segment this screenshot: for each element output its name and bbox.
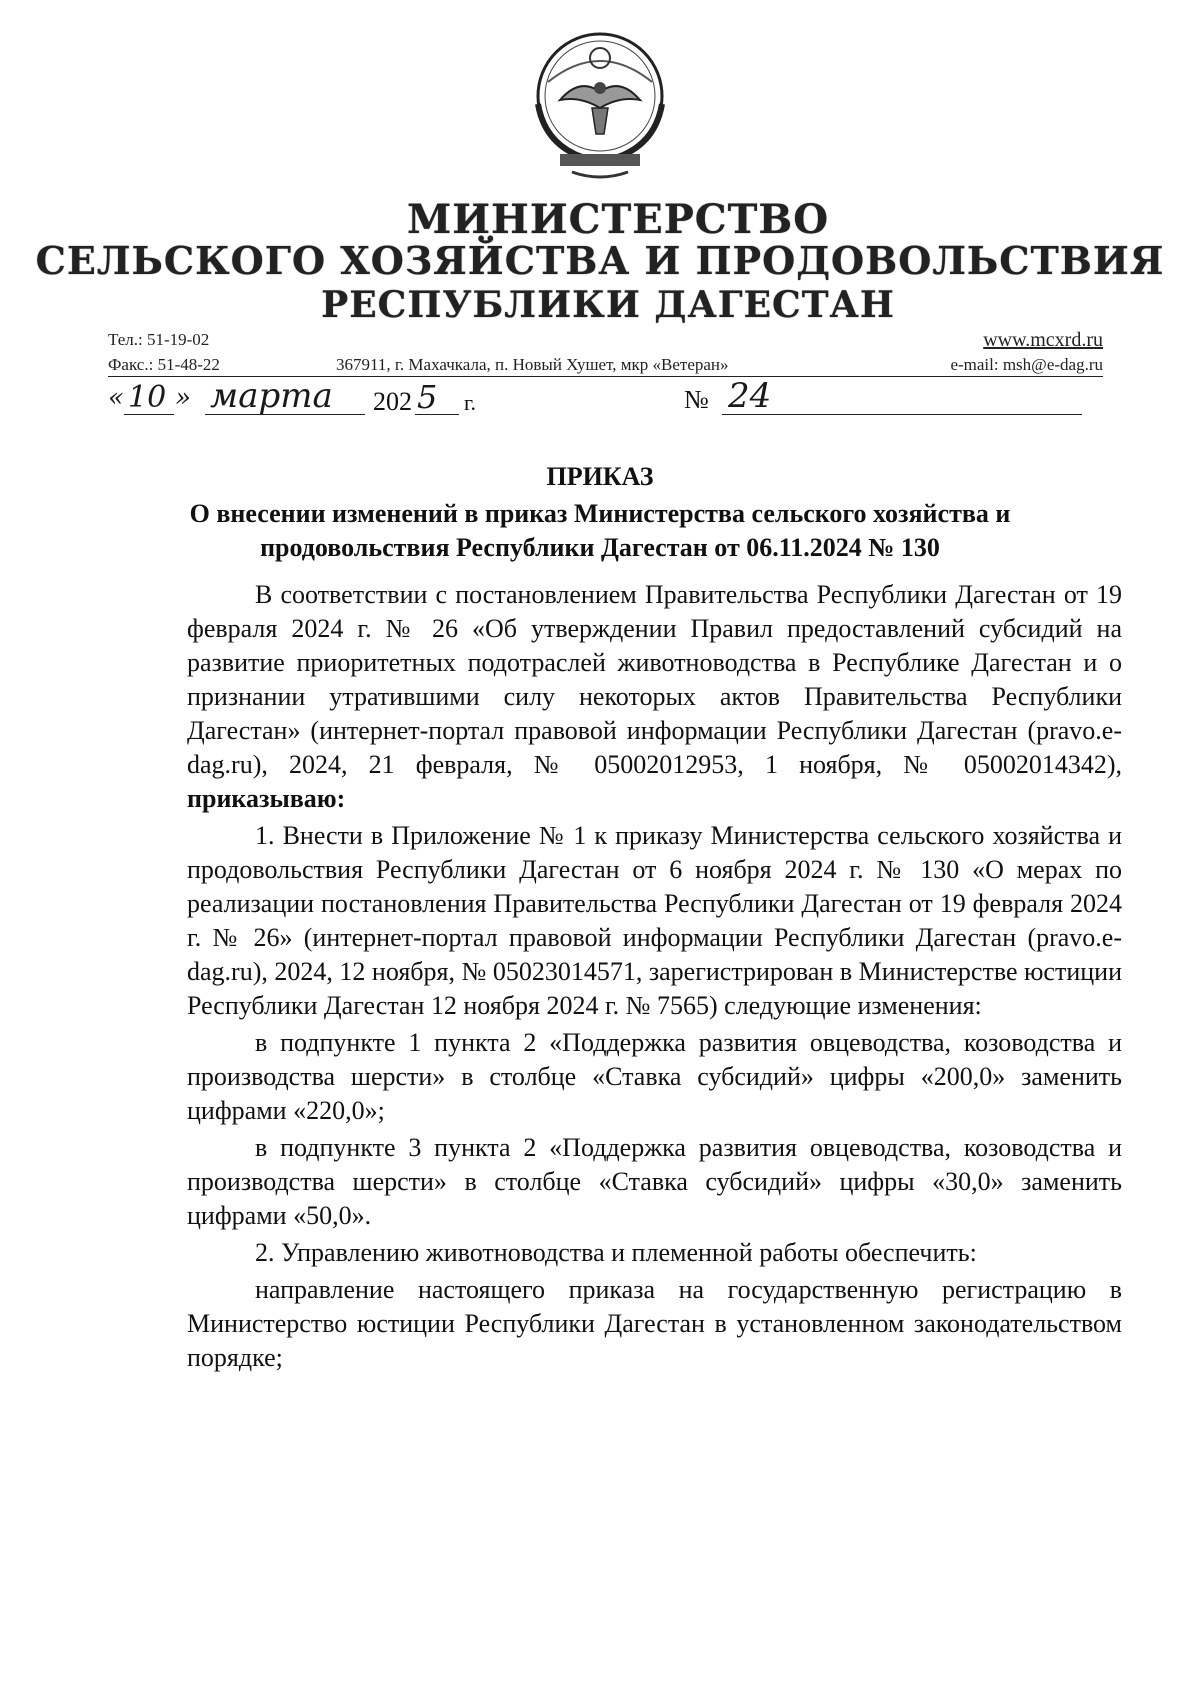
subject-line-1: О внесении изменений в приказ Министерства сельского хозяйства и [189, 499, 1011, 528]
coat-of-arms-emblem [520, 22, 680, 182]
phone-number: Тел.: 51-19-02 [108, 330, 210, 349]
year-underline [415, 414, 459, 415]
order-month: марта [210, 376, 333, 416]
order-verb: приказываю: [187, 784, 346, 813]
item-1-paragraph: 1. Внести в Приложение № 1 к приказу Министерства сельского хозяйства и продовольствия Республики Дагестан от 6 ноября 2024 г. № 130 «О мерах по реализации постановления Правительства Республики Дагестан от 19 февраля 2024 г. № 26» (интернет-портал правовой информации Республики Дагестан (pravo.e-dag.ru), 2024, 12 ноября, № 05023014571, зарегистрирован в Министерстве юстиции Республики Дагестан 12 ноября 2024 г. № 7565) следующие изменения: [187, 821, 1122, 1020]
ministry-name-line-2: СЕЛЬСКОГО ХОЗЯЙСТВА И ПРОДОВОЛЬСТВИЯ [35, 238, 1165, 283]
doc-type-heading: ПРИКАЗ [546, 462, 654, 491]
website-link[interactable]: www.mcxrd.ru [983, 329, 1103, 351]
order-number-label: № [684, 385, 709, 414]
subject-line-2: продовольствия Республики Дагестан от 06.11.2024 № 130 [260, 533, 940, 562]
item-2-instruction-paragraph: направление настоящего приказа на государственную регистрацию в Министерство юстиции Республики Дагестан в установленном законодательством порядке; [187, 1275, 1122, 1372]
document-body [187, 578, 1122, 1378]
email-address: e-mail: msh@e-dag.ru [950, 355, 1103, 374]
day-underline [124, 414, 174, 415]
year-suffix: 5 [417, 378, 438, 416]
year-abbrev: г. [464, 390, 477, 415]
item-2-paragraph: 2. Управлению животноводства и племенной работы обеспечить: [255, 1238, 977, 1267]
postal-address: 367911, г. Махачкала, п. Новый Хушет, мкр «Ветеран» [336, 355, 729, 374]
order-day: 10 [128, 380, 167, 415]
month-underline [205, 414, 365, 415]
preamble-text: В соответствии с постановлением Правительства Республики Дагестан от 19 февраля 2024 г. № 26 «Об утверждении Правил предоставлений субсидий на развитие приоритетных подотраслей животноводства в Республике Дагестан и о признании утратившими силу некоторых актов Правительства Республики Дагестан» (интернет-портал правовой информации Республики Дагестан (pravo.e-dag.ru), 2024, 21 февраля, № 05002012953, 1 ноября, № 05002014342), [187, 580, 1122, 779]
date-open-quote: « [108, 383, 124, 413]
number-underline [722, 414, 1082, 415]
fax-number: Факс.: 51-48-22 [108, 355, 220, 374]
preamble-paragraph [187, 578, 1122, 816]
order-number: 24 [728, 376, 772, 416]
ministry-name-line-3: РЕСПУБЛИКИ ДАГЕСТАН [321, 284, 895, 326]
date-close-quote: » [175, 383, 191, 413]
subitem-3-paragraph: в подпункте 3 пункта 2 «Поддержка развития овцеводства, козоводства и производства шерсти» в столбце «Ставка субсидий» цифры «30,0» заменить цифрами «50,0». [187, 1133, 1122, 1230]
ministry-name-line-1: МИНИСТЕРСТВО [406, 196, 830, 243]
subitem-1-paragraph: в подпункте 1 пункта 2 «Поддержка развития овцеводства, козоводства и производства шерсти» в столбце «Ставка субсидий» цифры «200,0» заменить цифрами «220,0»; [187, 1028, 1122, 1125]
year-prefix: 202 [373, 387, 412, 416]
